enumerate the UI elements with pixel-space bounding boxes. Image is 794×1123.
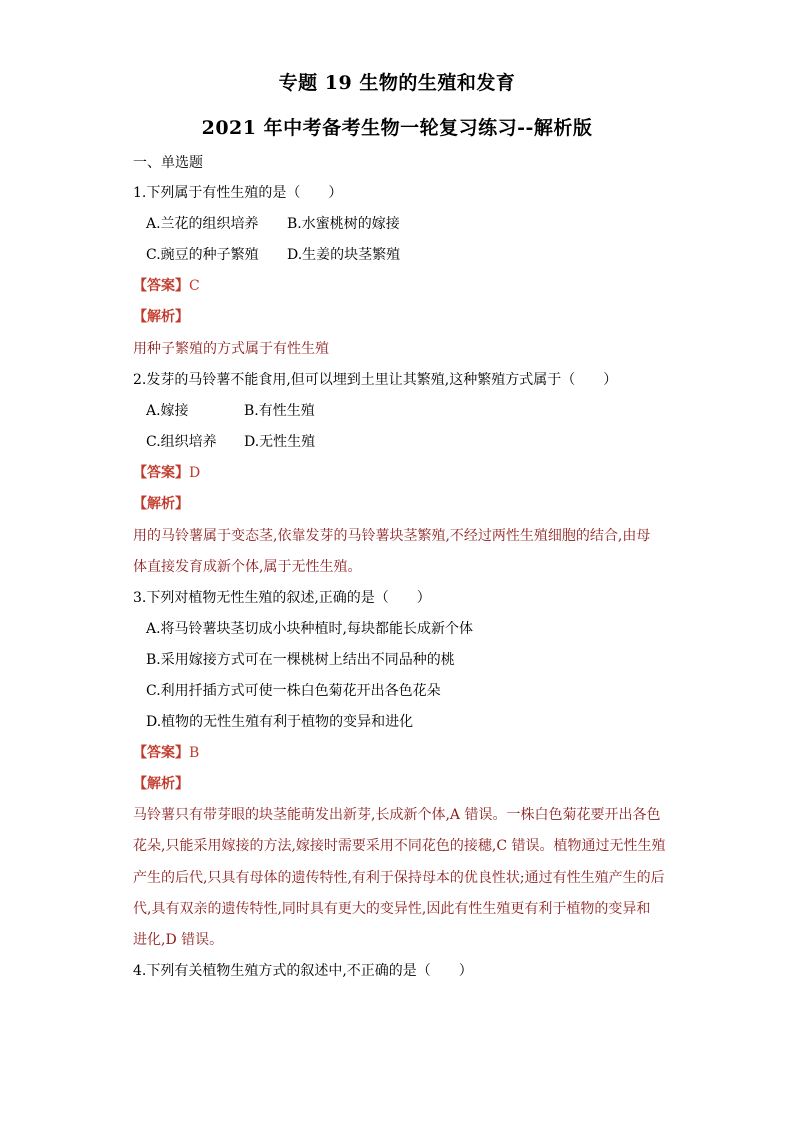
answer-value: C xyxy=(189,278,200,294)
question-3-answer xyxy=(133,742,199,762)
question-3-analysis-line-2: 花朵,只能采用嫁接的方法,嫁接时需要采用不同花色的接穗,C 错误。植物通过无性生殖 xyxy=(133,838,666,854)
answer-label: 【答案】 xyxy=(133,745,189,761)
question-2-analysis-line-2: 体直接发育成新个体,属于无性生殖。 xyxy=(133,559,362,575)
question-3-option-c: C.利用扦插方式可使一株白色菊花开出各色花朵 xyxy=(146,683,441,699)
question-2-option-a: A.嫁接 xyxy=(146,403,189,419)
question-3-option-d: D.植物的无性生殖有利于植物的变异和进化 xyxy=(146,714,414,730)
question-3-analysis-line-5: 进化,D 错误。 xyxy=(133,932,224,948)
question-1-stem: 1.下列属于有性生殖的是（ ） xyxy=(133,185,343,201)
question-3-analysis-line-1: 马铃薯只有带芽眼的块茎能萌发出新芽,长成新个体,A 错误。一株白色菊花要开出各色 xyxy=(133,807,661,823)
document-subtitle: 2021 年中考备考生物一轮复习练习--解析版 xyxy=(201,117,593,139)
answer-value: D xyxy=(189,465,201,481)
question-3-analysis-line-3: 产生的后代,只具有母体的遗传特性,有利于保持母本的优良性状;通过有性生殖产生的后 xyxy=(133,870,665,886)
question-3-option-a: A.将马铃薯块茎切成小块种植时,每块都能长成新个体 xyxy=(146,621,474,637)
document-title: 专题 19 生物的生殖和发育 xyxy=(278,72,516,94)
question-1-option-b: B.水蜜桃树的嫁接 xyxy=(287,216,400,232)
section-heading: 一、单选题 xyxy=(133,155,203,171)
question-4-stem: 4.下列有关植物生殖方式的叙述中,不正确的是（ ） xyxy=(133,963,473,979)
question-1-option-a: A.兰花的组织培养 xyxy=(146,216,259,232)
question-1-option-c: C.豌豆的种子繁殖 xyxy=(146,247,259,263)
answer-value: B xyxy=(189,745,200,761)
question-2-option-b: B.有性生殖 xyxy=(244,403,315,419)
question-3-analysis-label: 【解析】 xyxy=(133,776,189,792)
question-1-option-d: D.生姜的块茎繁殖 xyxy=(287,247,401,263)
question-3-option-b: B.采用嫁接方式可在一棵桃树上结出不同品种的桃 xyxy=(146,652,455,668)
question-2-answer xyxy=(133,462,200,482)
question-3-stem: 3.下列对植物无性生殖的叙述,正确的是（ ） xyxy=(133,590,431,606)
question-2-analysis-line-1: 用的马铃薯属于变态茎,依靠发芽的马铃薯块茎繁殖,不经过两性生殖细胞的结合,由母 xyxy=(133,528,651,544)
question-3-analysis-line-4: 代,具有双亲的遗传特性,同时具有更大的变异性,因此有性生殖更有利于植物的变异和 xyxy=(133,901,651,917)
question-2-option-c: C.组织培养 xyxy=(146,434,217,450)
question-1-analysis-label: 【解析】 xyxy=(133,309,189,325)
answer-label: 【答案】 xyxy=(133,465,189,481)
question-1-answer xyxy=(133,275,200,295)
question-1-analysis-text: 用种子繁殖的方式属于有性生殖 xyxy=(133,341,329,357)
question-2-analysis-label: 【解析】 xyxy=(133,496,189,512)
question-2-stem: 2.发芽的马铃薯不能食用,但可以埋到土里让其繁殖,这种繁殖方式属于（ ） xyxy=(133,372,618,388)
question-2-option-d: D.无性生殖 xyxy=(244,434,316,450)
answer-label: 【答案】 xyxy=(133,278,189,294)
